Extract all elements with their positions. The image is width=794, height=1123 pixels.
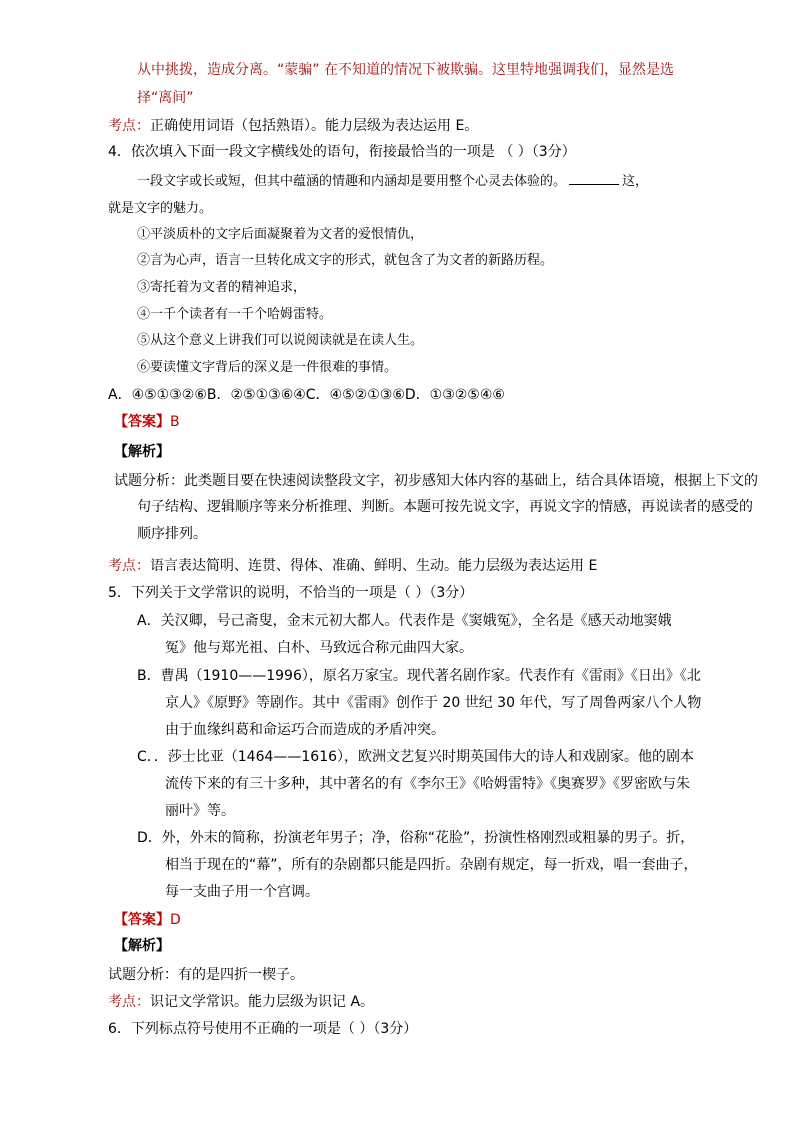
option-c-line-2: 流传下来的有三十多种，其中著名的有《李尔王》《哈姆雷特》《奥赛罗》《罗密欧与朱 (165, 776, 690, 792)
question-4-options: A．④⑤①③②⑥B．②⑤①③⑥④C．④⑤②①③⑥D．①③②⑤④⑥ (108, 387, 505, 403)
sentence-item-5: ⑤从这个意义上讲我们可以说阅读就是在读人生。 (137, 333, 424, 348)
option-c-line-3: 丽叶》等。 (165, 803, 235, 819)
sentence-item-1: ①平淡质朴的文字后面凝聚着为文者的爱恨情仇， (137, 227, 424, 242)
question-5-analysis-label: 【解析】 (114, 938, 170, 954)
question-4-passage-end: 就是文字的魅力。 (108, 201, 213, 216)
kaodian-text: 正确使用词语（包括熟语）。能力层级为表达运用 E。 (150, 118, 479, 134)
prev-analysis-line-1: 从中挑拨，造成分离。“蒙骗” 在不知道的情况下被欺骗。这里特地强调我们，显然是选 (137, 62, 674, 78)
question-5-stem: 5．下列关于文学常识的说明，不恰当的一项是（ ）（3分） (108, 585, 474, 601)
option-b-line-1: B．曹禺（1910——1996），原名万家宝。现代著名剧作家。代表作有《雷雨》《日出》《北 (137, 668, 701, 684)
question-5-answer (114, 910, 181, 930)
passage-blank (569, 172, 619, 185)
answer-label: 【答案】 (114, 912, 170, 928)
sentence-item-3: ③寄托着为文者的精神追求， (137, 280, 307, 295)
question-4-answer (114, 412, 180, 432)
option-a-line-2: 冤》他与郑光祖、白朴、马致远合称元曲四大家。 (165, 640, 473, 656)
option-a-line-1: A．关汉卿，号己斋叟，金末元初大都人。代表作是《窦娥冤》，全名是《感天动地窦娥 (137, 613, 672, 629)
question-4-analysis-line-3: 顺序排列。 (137, 526, 207, 542)
question-5-kaodian (108, 992, 374, 1012)
kaodian-label: 考点： (108, 994, 150, 1010)
kaodian-label: 考点： (108, 118, 150, 134)
question-4-kaodian (108, 556, 597, 576)
prev-kaodian (108, 116, 478, 136)
question-4-stem: 4．依次填入下面一段文字横线处的语句，衔接最恰当的一项是 （ ）（3分） (108, 144, 576, 160)
answer-label: 【答案】 (114, 414, 170, 430)
option-b-line-2: 京人》《原野》等剧作。其中《雷雨》创作于 20 世纪 30 年代，写了周鲁两家八个人物 (165, 695, 702, 711)
kaodian-text: 识记文学常识。能力层级为识记 A。 (150, 994, 375, 1010)
option-d-line-2: 相当于现在的“幕”，所有的杂剧都只能是四折。杂剧有规定，每一折戏，唱一套曲子， (165, 857, 698, 873)
kaodian-text: 语言表达简明、连贯、得体、准确、鲜明、生动。能力层级为表达运用 E (150, 558, 598, 574)
passage-part-a: 一段文字或长或短，但其中蕴涵的情趣和内涵却是要用整个心灵去体验的。 (137, 174, 567, 189)
question-4-passage (137, 172, 648, 192)
question-4-analysis-label: 【解析】 (114, 444, 170, 460)
sentence-item-4: ④一千个读者有一千个哈姆雷特。 (137, 307, 333, 322)
option-d-line-3: 每一支曲子用一个宫调。 (165, 884, 319, 900)
sentence-item-2: ②言为心声，语言一旦转化成文字的形式，就包含了为文者的新路历程。 (137, 253, 554, 268)
question-4-analysis-line-1: 试题分析：此类题目要在快速阅读整段文字，初步感知大体内容的基础上，结合具体语境，根据上下文的 (114, 473, 758, 489)
sentence-item-6: ⑥要读懂文字背后的深义是一件很难的事情。 (137, 360, 398, 375)
question-5-analysis-line-1: 试题分析：有的是四折一楔子。 (108, 967, 304, 983)
passage-part-b: 这， (622, 174, 649, 189)
prev-analysis-line-2: 择“离间” (137, 90, 194, 106)
question-4-analysis-line-2: 句子结构、逻辑顺序等来分析推理、判断。本题可按先说文字，再说文字的情感，再说读者的感受的 (137, 499, 753, 515)
option-b-line-3: 由于血缘纠葛和命运巧合而造成的矛盾冲突。 (165, 722, 445, 738)
question-6-stem: 6．下列标点符号使用不正确的一项是（ ）（3分） (108, 1021, 418, 1037)
answer-value: B (170, 414, 180, 430)
option-d-line-1: D．外，外末的简称，扮演老年男子；净，俗称“花脸”，扮演性格刚烈或粗暴的男子。折， (137, 830, 695, 846)
kaodian-label: 考点： (108, 558, 150, 574)
option-c-line-1: C．．莎士比亚（1464——1616），欧洲文艺复兴时期英国伟大的诗人和戏剧家。他的剧本 (137, 749, 695, 765)
answer-value: D (170, 912, 181, 928)
